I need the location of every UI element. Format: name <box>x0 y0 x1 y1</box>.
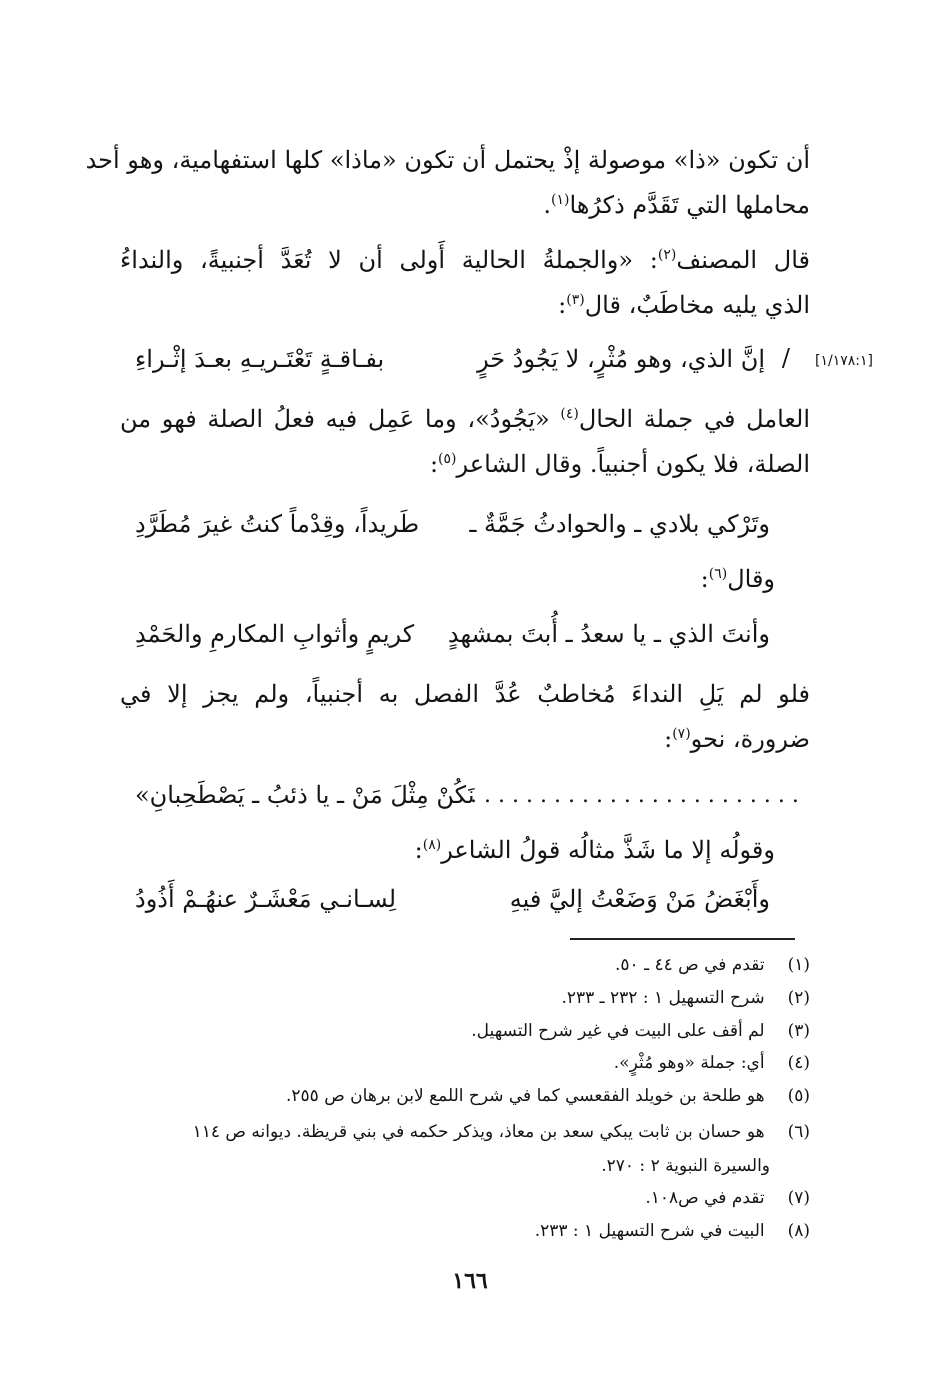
body-line <box>120 243 810 277</box>
footnote-number: (٣) <box>787 1021 810 1041</box>
footnote-ref: (٥) <box>438 451 457 467</box>
footnote-number: (٦) <box>787 1122 810 1142</box>
verse-second-hemistich: لِسـانـي مَعْشَـرٌ عنهُـمْ أَذُودُ <box>135 885 397 913</box>
footnote <box>471 1018 810 1044</box>
footnote-ref: (٧) <box>672 726 691 742</box>
footnote-number: (٨) <box>787 1221 810 1241</box>
body-line <box>120 402 810 436</box>
footnote-ref: (٦) <box>708 566 728 582</box>
body-line <box>120 677 810 711</box>
verse-ellipsis-dots: ........................ <box>470 783 806 808</box>
footnote-text: تقدم في ص١٠٨. <box>645 1188 765 1208</box>
footnote-ref: (٨) <box>422 837 442 853</box>
page-number: ١٦٦ <box>452 1268 488 1294</box>
footnote-ref: (١) <box>550 192 570 208</box>
verse-second-hemistich: بفـاقـةٍ تَعْتَـريـهِ بعـدَ إثْـراءِ <box>135 345 385 373</box>
footnote-number: (١) <box>787 955 810 975</box>
body-text: : «والجملةُ الحالية أَولى أن لا تُعَدَّ أجنبيةً، والنداءُ <box>120 246 658 274</box>
footnote-text: البيت في شرح التسهيل ١ : ٢٣٣. <box>534 1221 765 1241</box>
footnote-ref: (٤) <box>560 406 579 422</box>
margin-reference: [١/١٧٨:١] <box>815 353 873 369</box>
footnote-ref: (٣) <box>566 292 585 308</box>
body-text: . <box>543 191 551 219</box>
body-text: العامل في جملة الحال <box>578 405 810 433</box>
footnote-text: لم أقف على البيت في غير شرح التسهيل. <box>471 1021 765 1041</box>
footnote <box>645 1185 810 1211</box>
body-text: وقال <box>727 565 775 593</box>
body-text: : <box>414 836 423 864</box>
footnote <box>615 952 810 978</box>
body-line <box>701 562 775 596</box>
body-line <box>558 288 810 322</box>
verse-first-hemistich: وأنتَ الذي ـ يا سعدُ ـ أُبتَ بمشهدٍ <box>447 620 770 648</box>
footnote-text: تقدم في ص ٤٤ ـ ٥٠. <box>615 955 765 975</box>
verse-first-hemistich: وتَرْكي بلادي ـ والحوادثُ جَمَّةٌ ـ <box>469 510 770 538</box>
body-text: : <box>429 450 439 478</box>
body-text: : <box>664 725 673 753</box>
footnote-text: هو حسان بن ثابت يبكي سعد بن معاذ، ويذكر حكمه في بني قريظة. ديوانه ص ١١٤ <box>192 1122 765 1142</box>
body-text: محاملها التي تَقَدَّم ذكرُها <box>569 191 810 219</box>
body-text: أن تكون «ذا» موصولة إذْ يحتمل أن تكون «ماذا» كلها استفهامية، وهو أحد <box>85 146 810 174</box>
verse-second-hemistich: نَكُنْ مِثْلَ مَنْ ـ يا ذئبُ ـ يَصْطَحِبانِ» <box>135 781 475 809</box>
footnote-text: هو طلحة بن خويلد الفقعسي كما في شرح اللمع لابن برهان ص ٢٥٥. <box>285 1086 765 1106</box>
body-text: الصلة، فلا يكون أجنبياً. وقال الشاعر <box>456 450 810 478</box>
footnote-number: (٢) <box>787 988 810 1008</box>
footnote-number: (٤) <box>787 1053 810 1073</box>
footnote <box>535 1218 810 1244</box>
body-line <box>415 833 775 867</box>
footnote-continuation: والسيرة النبوية ٢ : ٢٧٠. <box>601 1156 770 1176</box>
verse-first-hemistich: وأَبْغَضُ مَنْ وَضَعْتُ إليَّ فيهِ <box>509 885 770 913</box>
body-text: ضرورة، نحو <box>690 725 810 753</box>
body-line <box>664 722 810 756</box>
body-text: قال المصنف <box>676 246 811 274</box>
footnote-ref: (٢) <box>657 247 677 263</box>
body-text: : <box>700 565 709 593</box>
body-line <box>85 143 810 177</box>
body-text: «يَجُودُ»، وما عَمِل فيه فعلُ الصلة فهو من <box>120 405 561 433</box>
verse-second-hemistich: كريمٍ وأثوابِ المكارمِ والحَمْدِ <box>135 620 415 648</box>
footnote-number: (٥) <box>787 1086 810 1106</box>
footnote-number: (٧) <box>787 1188 810 1208</box>
footnote-text: أي: جملة «وهو مُثْرٍ». <box>613 1053 765 1073</box>
body-text: : <box>558 291 567 319</box>
body-text: وقولُه إلا ما شَذَّ مثالُه قولُ الشاعر <box>441 836 775 864</box>
footnote-separator <box>570 938 795 940</box>
verse-first-hemistich: إنَّ الذي، وهو مُثْرٍ، لا يَجُودُ حَرٍ <box>477 345 765 373</box>
verse-second-hemistich: طَريداً، وقِدْماً كنتُ غيرَ مُطَرَّدِ <box>135 510 420 538</box>
verse-slash: / <box>781 344 790 372</box>
body-line <box>543 188 810 222</box>
footnote <box>286 1083 810 1109</box>
body-line <box>430 447 810 481</box>
body-text: فلو لم يَلِ النداءَ مُخاطبٌ عُدَّ الفصل به أجنبياً، ولم يجز إلا في <box>120 680 810 708</box>
footnote <box>561 985 810 1011</box>
footnote <box>614 1050 810 1076</box>
footnote <box>193 1119 810 1145</box>
body-text: الذي يليه مخاطَبٌ، قال <box>584 291 810 319</box>
footnote-text: شرح التسهيل ١ : ٢٣٢ ـ ٢٣٣. <box>561 988 765 1008</box>
